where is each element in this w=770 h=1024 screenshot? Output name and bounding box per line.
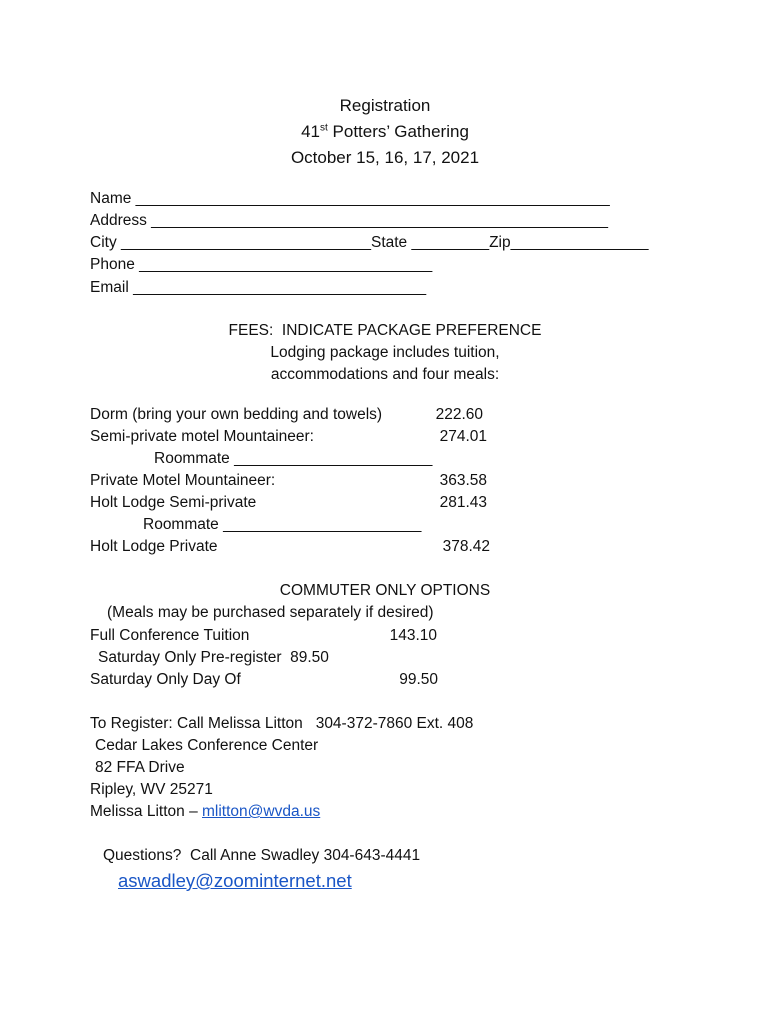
saturday-dayof-price: 99.50	[399, 671, 438, 688]
register-email-link[interactable]: mlitton@wvda.us	[202, 803, 321, 820]
event-name: Potters’ Gathering	[327, 122, 469, 141]
phone-field[interactable]: Phone __________________________________	[90, 256, 433, 273]
full-tuition-price: 143.10	[389, 627, 437, 644]
commuter-note: (Meals may be purchased separately if desired)	[107, 604, 434, 621]
fee-private-motel-price: 363.58	[439, 472, 487, 489]
register-contact-name: Melissa Litton –	[90, 803, 202, 820]
fees-subtext-2: accommodations and four meals:	[270, 366, 500, 383]
city-state-zip-field[interactable]: City _____________________________State _________Zip________________	[90, 234, 649, 251]
register-contact	[90, 802, 320, 822]
fees-heading: FEES: INDICATE PACKAGE PREFERENCE	[228, 322, 542, 339]
register-street: 82 FFA Drive	[95, 759, 185, 776]
fee-holt-private-price: 378.42	[442, 538, 490, 555]
roommate-field-1[interactable]: Roommate _______________________	[154, 450, 433, 467]
register-phone: To Register: Call Melissa Litton 304-372-7860 Ext. 408	[90, 715, 474, 732]
questions-email-link[interactable]: aswadley@zoominternet.net	[118, 870, 352, 891]
title-dates: October 15, 16, 17, 2021	[290, 148, 480, 167]
register-city: Ripley, WV 25271	[90, 781, 213, 798]
title-registration: Registration	[339, 96, 431, 115]
saturday-preregister: Saturday Only Pre-register 89.50	[98, 649, 329, 666]
roommate-field-2[interactable]: Roommate _______________________	[143, 516, 422, 533]
fee-dorm-price: 222.60	[435, 406, 483, 423]
full-tuition-label: Full Conference Tuition	[90, 627, 250, 644]
questions-email-line	[118, 870, 352, 892]
title-event	[0, 122, 770, 142]
register-venue: Cedar Lakes Conference Center	[95, 737, 319, 754]
questions-text: Questions? Call Anne Swadley 304-643-4441	[103, 847, 421, 864]
email-field[interactable]: Email __________________________________	[90, 279, 427, 296]
commuter-heading: COMMUTER ONLY OPTIONS	[279, 582, 491, 599]
fee-holt-semi-label: Holt Lodge Semi-private	[90, 494, 257, 511]
fee-holt-semi-price: 281.43	[439, 494, 487, 511]
fee-semi-motel-price: 274.01	[439, 428, 487, 445]
event-number: 41	[301, 122, 321, 141]
fee-dorm-label: Dorm (bring your own bedding and towels)	[90, 406, 383, 423]
event-number-suffix: st	[320, 122, 328, 134]
name-field[interactable]: Name _______________________________________________________	[90, 190, 610, 207]
address-field[interactable]: Address _____________________________________________________	[90, 212, 609, 229]
fees-subtext-1: Lodging package includes tuition,	[270, 344, 500, 361]
fee-semi-motel-label: Semi-private motel Mountaineer:	[90, 428, 314, 445]
saturday-dayof-label: Saturday Only Day Of	[90, 671, 241, 688]
fee-holt-private-label: Holt Lodge Private	[90, 538, 218, 555]
fee-private-motel-label: Private Motel Mountaineer:	[90, 472, 276, 489]
